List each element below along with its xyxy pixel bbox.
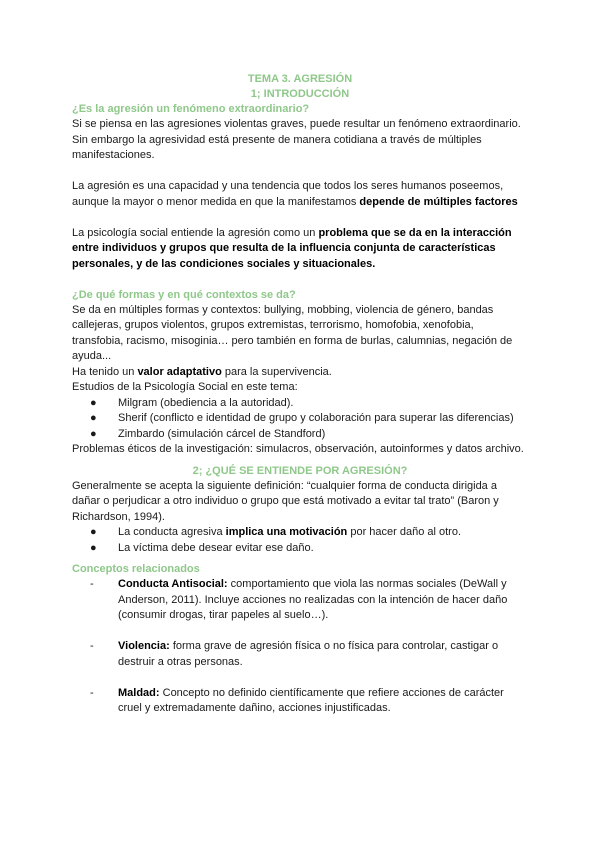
dash-icon: -	[90, 578, 94, 590]
bullet-icon: ●	[90, 396, 97, 409]
list-item-text: La víctima debe desear evitar ese daño.	[118, 541, 314, 554]
list-item	[72, 686, 528, 717]
paragraph: Problemas éticos de la investigación: simulacros, observación, autoinformes y datos archivo.	[72, 443, 524, 455]
bold-text: valor adaptativo	[137, 365, 222, 378]
dash-icon: -	[90, 686, 94, 699]
list-item-text: Sherif (conflicto e identidad de grupo y colaboración para superar las diferencias)	[118, 412, 514, 424]
definition-list	[72, 525, 528, 556]
paragraph: Estudios de la Psicología Social en este tema:	[72, 381, 298, 393]
concept-term: Maldad:	[118, 686, 160, 699]
text-span: para la supervivencia.	[221, 365, 332, 378]
section-title-introduccion: 1; INTRODUCCIÓN	[250, 88, 350, 100]
concept-text: Concepto no definido científicamente que refiere acciones de carácter cruel y extremadamente dañino, acciones injustificadas.	[118, 686, 504, 714]
paragraph: Si se piensa en las agresiones violentas graves, puede resultar un fenómeno extraordinario. Sin embargo la agresividad está presente de manera cotidiana a través de múltiples manifestaciones.	[72, 118, 521, 161]
bullet-icon: ●	[90, 541, 97, 554]
paragraph	[72, 179, 528, 210]
text-span: La conducta agresiva	[118, 526, 226, 538]
text-span: La psicología social entiende la agresión como un	[72, 226, 319, 239]
text-span: La agresión es una capacidad y una tendencia que todos los seres humanos poseemos, aunque la mayor o menor medida en que la manifestamos	[72, 180, 504, 208]
related-concepts-heading: Conceptos relacionados	[72, 563, 200, 575]
dash-icon: -	[90, 640, 94, 652]
paragraph	[72, 365, 528, 381]
question-heading-2: ¿De qué formas y en qué contextos se da?	[72, 288, 296, 301]
text-span: por hacer daño al otro.	[347, 526, 462, 538]
bullet-icon: ●	[90, 412, 97, 424]
bullet-icon: ●	[90, 526, 97, 538]
concepts-list	[72, 577, 528, 717]
concept-text: comportamiento que viola las normas sociales (DeWall y Anderson, 2011). Incluye acciones no realizadas con la intención de hacer daño (consumir drogas, tirar papeles al suelo…).	[118, 578, 508, 621]
concept-text: forma grave de agresión física o no física para controlar, castigar o destruir a otras personas.	[118, 640, 499, 668]
list-item-text: Milgram (obediencia a la autoridad).	[118, 396, 294, 409]
list-item	[72, 411, 528, 427]
list-item	[72, 525, 528, 541]
paragraph	[72, 226, 528, 273]
text-span: Ha tenido un	[72, 365, 138, 378]
bold-text: depende de múltiples factores	[359, 195, 518, 208]
question-heading-1: ¿Es la agresión un fenómeno extraordinario?	[72, 103, 310, 115]
list-item	[72, 639, 528, 670]
section-title-agresion: 2; ¿QUÉ SE ENTIENDE POR AGRESIÓN?	[192, 464, 408, 477]
document-title: TEMA 3. AGRESIÓN	[247, 73, 353, 85]
studies-list	[72, 396, 528, 443]
concept-term: Conducta Antisocial:	[118, 578, 228, 590]
paragraph: Generalmente se acepta la siguiente definición: “cualquier forma de conducta dirigida a dañar o perjudicar a otro individuo o grupo que está motivado a evitar tal trato” (Baron y Richardson, 1994).	[72, 479, 499, 523]
bullet-icon: ●	[90, 427, 97, 440]
concept-term: Violencia:	[118, 640, 170, 652]
bold-text: problema que se da en la interacción entre individuos y grupos que resulta de la influencia conjunta de características personales, y de las condiciones sociales y situacionales.	[72, 226, 512, 270]
paragraph: Se da en múltiples formas y contextos: bullying, mobbing, violencia de género, bandas callejeras, grupos violentos, grupos extremistas, terrorismo, homofobia, xenofobia, transfobia, racismo, misoginia… pero también en forma de burlas, calumnias, negación de ayuda...	[72, 303, 513, 362]
list-item-text: Zimbardo (simulación cárcel de Standford)	[118, 427, 326, 440]
bold-text: implica una motivación	[225, 526, 348, 538]
list-item	[72, 396, 528, 412]
list-item	[72, 541, 528, 557]
list-item	[72, 427, 528, 443]
list-item	[72, 577, 528, 624]
